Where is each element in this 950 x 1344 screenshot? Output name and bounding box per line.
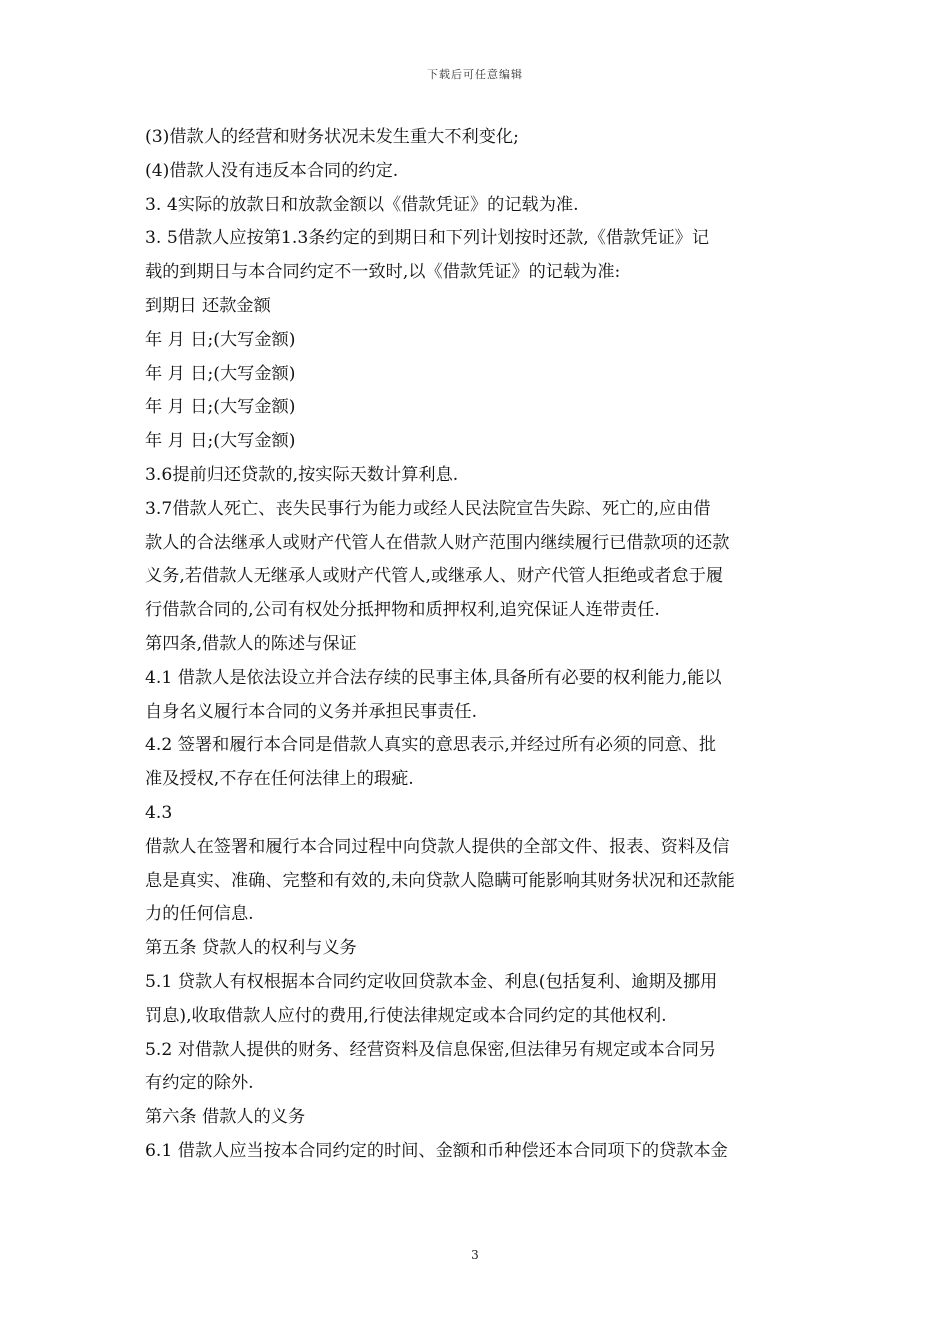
page-number: 3 <box>471 1248 479 1262</box>
text-line: 行借款合同的,公司有权处分抵押物和质押权利,追究保证人连带责任. <box>145 600 660 621</box>
text-line: 年 月 日;(大写金额) <box>145 397 296 418</box>
text-line: 借款人在签署和履行本合同过程中向贷款人提供的全部文件、报表、资料及信 <box>145 836 730 857</box>
text-line: 5.2 对借款人提供的财务、经营资料及信息保密,但法律另有规定或本合同另 <box>145 1039 717 1060</box>
text-line: 第五条 贷款人的权利与义务 <box>145 938 357 959</box>
text-line: 4.2 签署和履行本合同是借款人真实的意思表示,并经过所有必须的同意、批 <box>145 735 717 756</box>
text-line: 力的任何信息. <box>145 904 254 925</box>
text-line: 3.7借款人死亡、丧失民事行为能力或经人民法院宣告失踪、死亡的,应由借 <box>145 498 711 519</box>
text-line: 年 月 日;(大写金额) <box>145 329 296 350</box>
text-line: 3. 4实际的放款日和放款金额以《借款凭证》的记载为准. <box>145 194 579 215</box>
text-line: 义务,若借款人无继承人或财产代管人,或继承人、财产代管人拒绝或者怠于履 <box>145 566 724 587</box>
text-line: 到期日 还款金额 <box>145 295 271 316</box>
text-line: 4.3 <box>145 802 173 823</box>
text-line: 罚息),收取借款人应付的费用,行使法律规定或本合同约定的其他权利. <box>145 1005 667 1026</box>
text-line: 款人的合法继承人或财产代管人在借款人财产范围内继续履行已借款项的还款 <box>145 532 730 553</box>
text-line: 年 月 日;(大写金额) <box>145 363 296 384</box>
text-line: 准及授权,不存在任何法律上的瑕疵. <box>145 769 414 790</box>
document-body <box>145 121 810 1169</box>
text-line: 5.1 贷款人有权根据本合同约定收回贷款本金、利息(包括复利、逾期及挪用 <box>145 971 718 992</box>
text-line: 年 月 日;(大写金额) <box>145 431 296 452</box>
page-header: 下载后可任意编辑 <box>427 68 523 81</box>
text-line: 6.1 借款人应当按本合同约定的时间、金额和币种偿还本合同项下的贷款本金 <box>145 1140 728 1161</box>
text-line: 第六条 借款人的义务 <box>145 1107 306 1128</box>
text-line: 息是真实、准确、完整和有效的,未向贷款人隐瞒可能影响其财务状况和还款能 <box>145 870 735 891</box>
text-line: 4.1 借款人是依法设立并合法存续的民事主体,具备所有必要的权利能力,能以 <box>145 667 722 688</box>
text-line: (4)借款人没有违反本合同的约定. <box>145 160 399 181</box>
text-line: (3)借款人的经营和财务状况未发生重大不利变化; <box>145 127 519 147</box>
text-line: 载的到期日与本合同约定不一致时,以《借款凭证》的记载为准: <box>145 262 621 283</box>
text-line: 自身名义履行本合同的义务并承担民事责任. <box>145 701 478 722</box>
text-line: 3.6提前归还贷款的,按实际天数计算利息. <box>145 464 459 485</box>
text-line: 有约定的除外. <box>145 1073 254 1094</box>
text-line: 第四条,借款人的陈述与保证 <box>145 633 357 654</box>
text-line: 3. 5借款人应按第1.3条约定的到期日和下列计划按时还款,《借款凭证》记 <box>145 228 710 249</box>
